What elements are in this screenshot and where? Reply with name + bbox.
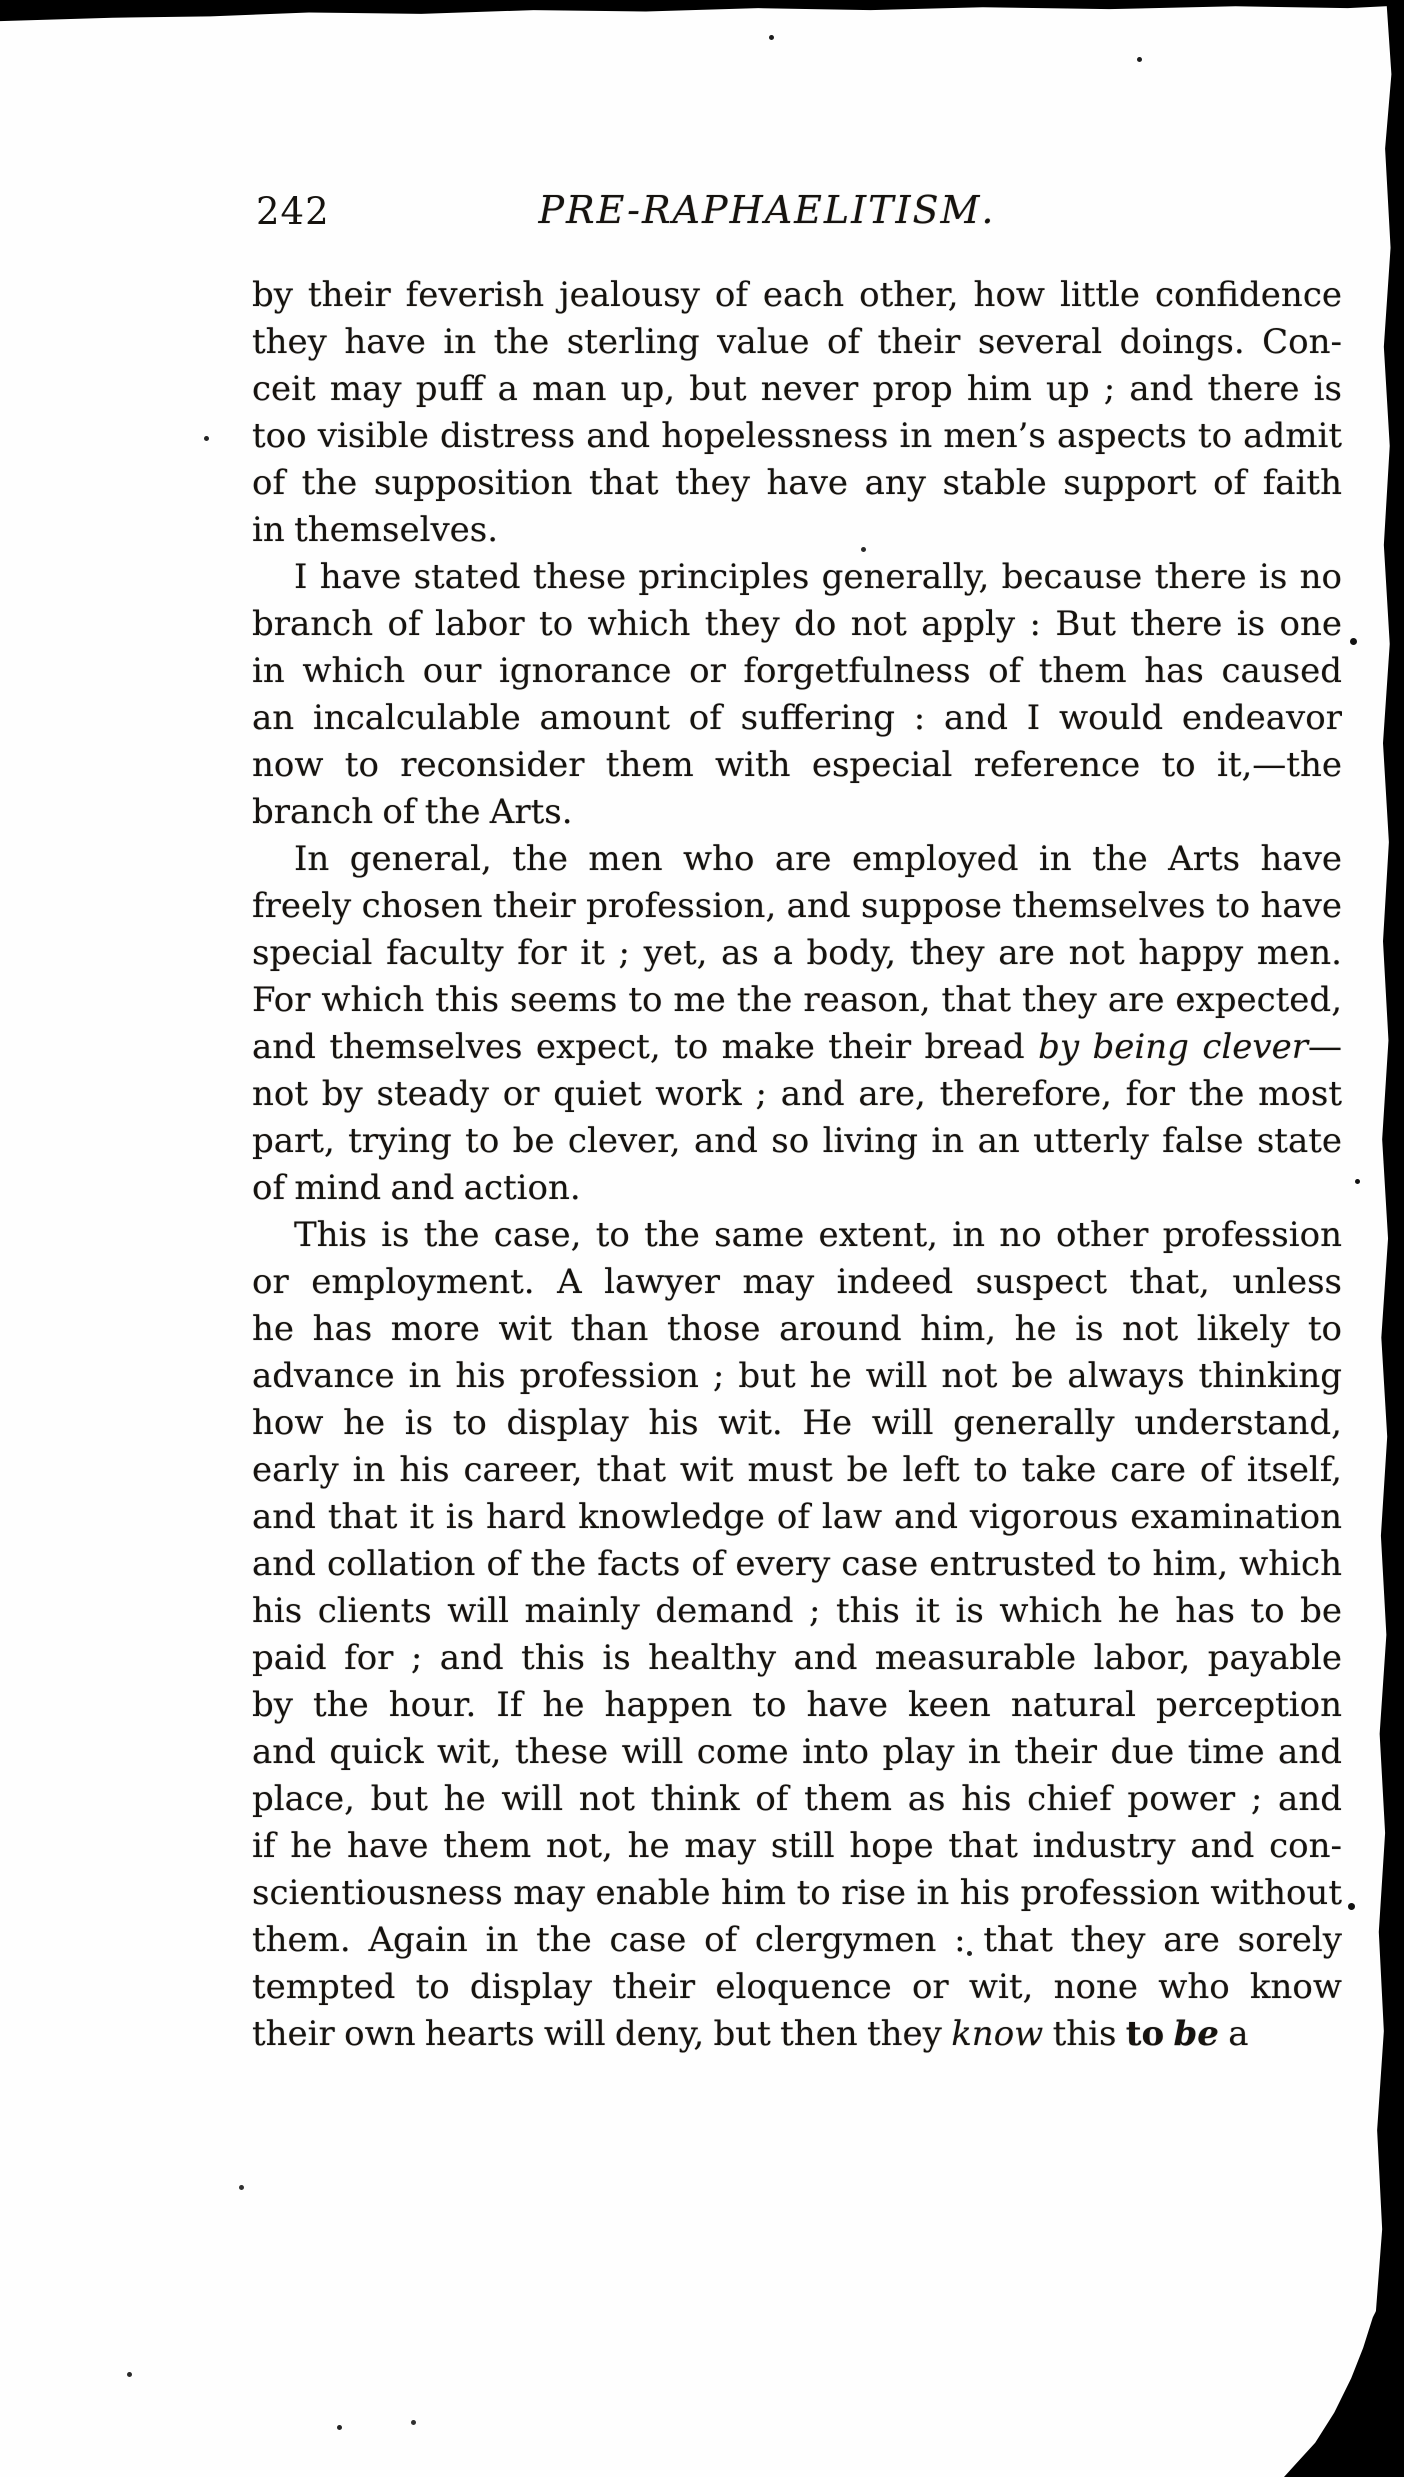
text-segment: too visible distress and hopelessness in men’s aspects to admit bbox=[252, 416, 1342, 456]
scan-artifact-top-edge bbox=[0, 0, 1404, 24]
emphasized-text: to bbox=[1125, 2014, 1165, 2054]
text-line bbox=[252, 366, 1342, 413]
text-line bbox=[252, 319, 1342, 366]
text-segment: advance in his profession ; but he will not be always thinking bbox=[252, 1356, 1342, 1396]
text-line bbox=[252, 1118, 1342, 1165]
text-line bbox=[252, 1400, 1342, 1447]
text-segment: them. Again in the case of clergymen : that they are sorely bbox=[252, 1920, 1342, 1960]
text-line bbox=[252, 742, 1342, 789]
text-line bbox=[252, 930, 1342, 977]
text-line bbox=[252, 1024, 1342, 1071]
text-segment: — bbox=[1308, 1027, 1342, 1067]
text-segment: by the hour. If he happen to have keen natural perception bbox=[252, 1685, 1342, 1725]
text-segment: ceit may puff a man up, but never prop him up ; and there is bbox=[252, 369, 1342, 409]
text-line bbox=[252, 1541, 1342, 1588]
text-segment: scientiousness may enable him to rise in his profession without bbox=[252, 1873, 1342, 1913]
text-line bbox=[252, 1588, 1342, 1635]
text-line bbox=[252, 789, 1342, 836]
running-title: PRE-RAPHAELITISM. bbox=[538, 188, 996, 232]
text-segment: or employment. A lawyer may indeed suspect that, unless bbox=[252, 1262, 1342, 1302]
text-segment: In general, the men who are employed in the Arts have bbox=[294, 839, 1342, 879]
scan-artifact-bottom-right-corner bbox=[1284, 2287, 1404, 2477]
text-line bbox=[252, 1870, 1342, 1917]
scan-artifact-right-edge bbox=[1362, 0, 1404, 2477]
text-segment: how he is to display his wit. He will generally understand, bbox=[252, 1403, 1342, 1443]
text-line bbox=[252, 507, 1342, 554]
text-line bbox=[252, 883, 1342, 930]
text-segment: of the supposition that they have any stable support of faith bbox=[252, 463, 1342, 503]
text-line bbox=[252, 1165, 1342, 1212]
text-line bbox=[252, 1259, 1342, 1306]
text-line bbox=[252, 1776, 1342, 1823]
text-segment: I have stated these principles generally, because there is no bbox=[294, 557, 1342, 597]
text-segment: freely chosen their profession, and suppose themselves to have bbox=[252, 886, 1342, 926]
text-segment: in themselves. bbox=[252, 510, 499, 550]
text-segment: they have in the sterling value of their several doings. Con- bbox=[252, 322, 1342, 362]
text-segment: branch of the Arts. bbox=[252, 792, 573, 832]
text-segment: and that it is hard knowledge of law and vigorous examination bbox=[252, 1497, 1342, 1537]
text-line bbox=[252, 1823, 1342, 1870]
text-segment: tempted to display their eloquence or wit, none who know bbox=[252, 1967, 1342, 2007]
text-line bbox=[252, 1353, 1342, 1400]
text-line bbox=[252, 695, 1342, 742]
text-line bbox=[252, 1682, 1342, 1729]
text-segment: if he have them not, he may still hope that industry and con- bbox=[252, 1826, 1342, 1866]
text-segment: and themselves expect, to make their bread bbox=[252, 1027, 1039, 1067]
text-segment: not by steady or quiet work ; and are, therefore, for the most bbox=[252, 1074, 1342, 1114]
text-segment: and collation of the facts of every case entrusted to him, which bbox=[252, 1544, 1342, 1584]
text-line bbox=[252, 836, 1342, 883]
text-line bbox=[252, 413, 1342, 460]
text-segment: This is the case, to the same extent, in no other profession bbox=[294, 1215, 1342, 1255]
text-line bbox=[252, 554, 1342, 601]
emphasized-text: know bbox=[951, 2014, 1044, 2054]
text-segment: in which our ignorance or forgetfulness of them has caused bbox=[252, 651, 1342, 691]
text-segment: early in his career, that wit must be left to take care of itself, bbox=[252, 1450, 1342, 1490]
page-number: 242 bbox=[256, 190, 330, 233]
text-segment: now to reconsider them with especial reference to it,—the bbox=[252, 745, 1342, 785]
text-segment: part, trying to be clever, and so living in an utterly false state bbox=[252, 1121, 1342, 1161]
text-segment: their own hearts will deny, but then they bbox=[252, 2014, 952, 2054]
text-segment: of mind and action. bbox=[252, 1168, 581, 1208]
paragraph bbox=[252, 554, 1342, 836]
text-segment: For which this seems to me the reason, that they are expected, bbox=[252, 980, 1342, 1020]
paragraph bbox=[252, 836, 1342, 1212]
text-line bbox=[252, 272, 1342, 319]
text-segment: special faculty for it ; yet, as a body, they are not happy men. bbox=[252, 933, 1342, 973]
text-line bbox=[252, 1964, 1342, 2011]
text-block bbox=[252, 272, 1342, 2058]
text-line bbox=[252, 1917, 1342, 1964]
text-line bbox=[252, 977, 1342, 1024]
text-line bbox=[252, 1494, 1342, 1541]
emphasized-text: be bbox=[1173, 2014, 1219, 2054]
text-line bbox=[252, 1729, 1342, 1776]
text-segment: an incalculable amount of suffering : and I would endeavor bbox=[252, 698, 1342, 738]
text-segment: his clients will mainly demand ; this it is which he has to be bbox=[252, 1591, 1342, 1631]
text-line bbox=[252, 601, 1342, 648]
text-segment: he has more wit than those around him, he is not likely to bbox=[252, 1309, 1342, 1349]
text-line bbox=[252, 648, 1342, 695]
text-segment: this bbox=[1043, 2014, 1126, 2054]
text-segment: and quick wit, these will come into play in their due time and bbox=[252, 1732, 1342, 1772]
text-segment: branch of labor to which they do not apply : But there is one bbox=[252, 604, 1342, 644]
text-line bbox=[252, 2011, 1342, 2058]
paragraph bbox=[252, 1212, 1342, 2058]
text-line bbox=[252, 1635, 1342, 1682]
text-segment: a bbox=[1218, 2014, 1249, 2054]
text-line bbox=[252, 1071, 1342, 1118]
scan-speck-dots bbox=[0, 0, 3, 3]
emphasized-text: by being clever bbox=[1038, 1027, 1308, 1067]
page-header bbox=[252, 186, 1342, 240]
text-segment: place, but he will not think of them as his chief power ; and bbox=[252, 1779, 1342, 1819]
text-line bbox=[252, 1306, 1342, 1353]
text-line bbox=[252, 460, 1342, 507]
text-segment: by their feverish jealousy of each other, how little confidence bbox=[252, 275, 1342, 315]
text-segment: paid for ; and this is healthy and measurable labor, payable bbox=[252, 1638, 1342, 1678]
text-line bbox=[252, 1447, 1342, 1494]
text-line bbox=[252, 1212, 1342, 1259]
paragraph bbox=[252, 272, 1342, 554]
